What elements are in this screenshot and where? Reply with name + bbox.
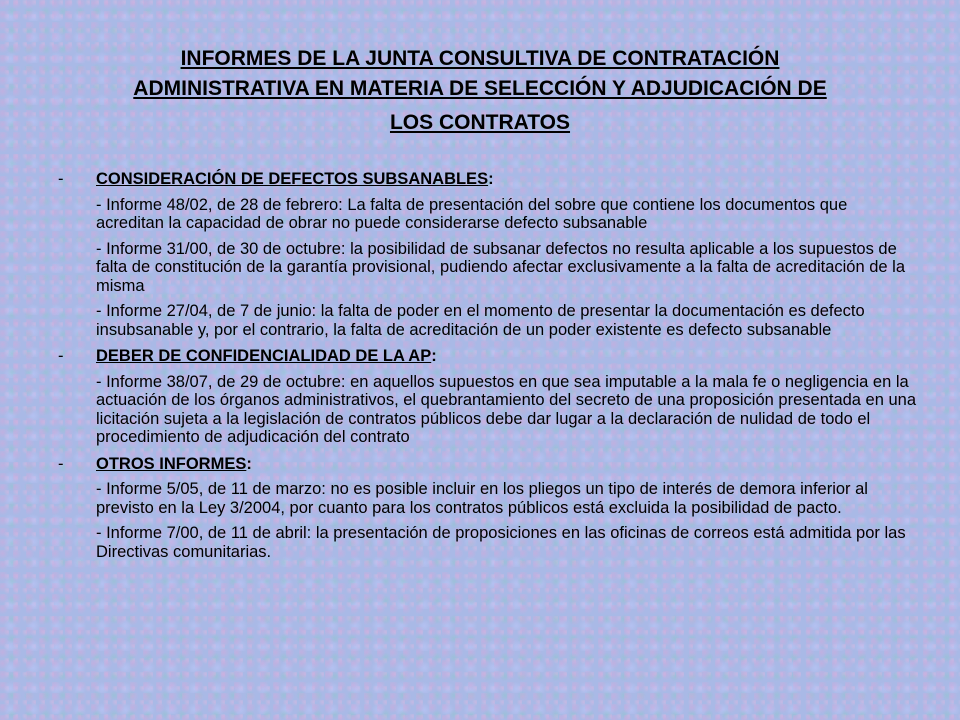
- dash-bullet: -: [58, 170, 64, 188]
- informe-item: - Informe 38/07, de 29 de octubre: en aquellos supuestos en que sea imputable a la mala fe o negligencia en la actuación de los órganos administrativos, el quebrantamiento del secreto de una proposición presentada en una licitación sujeta a la legislación de contratos públicos debe dar lugar a la declaración de nulidad de todo el procedimiento de adjudicación del contrato: [96, 372, 917, 446]
- informe-item: - Informe 5/05, de 11 de marzo: no es posible incluir en los pliegos un tipo de interés de demora inferior al previsto en la Ley 3/2004, por cuanto para los contratos públicos está excluida la posibilidad de pacto.: [96, 480, 868, 517]
- section-confidencialidad: [58, 347, 918, 447]
- section-title: DEBER DE CONFIDENCIALIDAD DE LA AP: [96, 347, 432, 365]
- section-title: CONSIDERACIÓN DE DEFECTOS SUBSANABLES: [96, 170, 489, 188]
- section-colon: :: [431, 347, 437, 365]
- section-label: [96, 455, 252, 474]
- section-colon: :: [488, 170, 494, 188]
- section-label: [96, 347, 437, 366]
- title-line-2: ADMINISTRATIVA EN MATERIA DE SELECCIÓN Y ADJUDICACIÓN DE: [133, 77, 827, 100]
- dash-bullet: -: [58, 454, 64, 473]
- section-defectos-subsanables: [58, 170, 918, 339]
- section-heading: [58, 455, 918, 474]
- title-line-3: LOS CONTRATOS: [389, 111, 571, 134]
- informe-item: - Informe 27/04, de 7 de junio: la falta de poder en el momento de presentar la documentación es defecto insubsanable y, por el contrario, la falta de acreditación de un poder existente es defecto subsanable: [96, 302, 865, 339]
- informe-item: - Informe 48/02, de 28 de febrero: La falta de presentación del sobre que contiene los documentos que acreditan la capacidad de obrar no puede considerarse defecto subsanable: [96, 195, 848, 232]
- section-label: [96, 170, 494, 189]
- section-heading: [58, 170, 918, 189]
- slide-title: [70, 44, 890, 138]
- dash-bullet: -: [58, 347, 64, 365]
- informe-item: - Informe 31/00, de 30 de octubre: la posibilidad de subsanar defectos no resulta aplicable a los supuestos de falta de constitución de la garantía provisional, pudiendo afectar exclusivamente a la falta de acreditación de la misma: [96, 239, 906, 295]
- section-otros-informes: [58, 455, 918, 562]
- title-line-1: INFORMES DE LA JUNTA CONSULTIVA DE CONTRATACIÓN: [180, 47, 780, 70]
- informe-item: - Informe 7/00, de 11 de abril: la presentación de proposiciones en las oficinas de correos está admitida por las Directivas comunitarias.: [96, 524, 906, 561]
- section-title: OTROS INFORMES: [96, 454, 247, 473]
- section-heading: [58, 347, 918, 366]
- section-colon: :: [246, 454, 252, 473]
- slide-body: [58, 170, 918, 569]
